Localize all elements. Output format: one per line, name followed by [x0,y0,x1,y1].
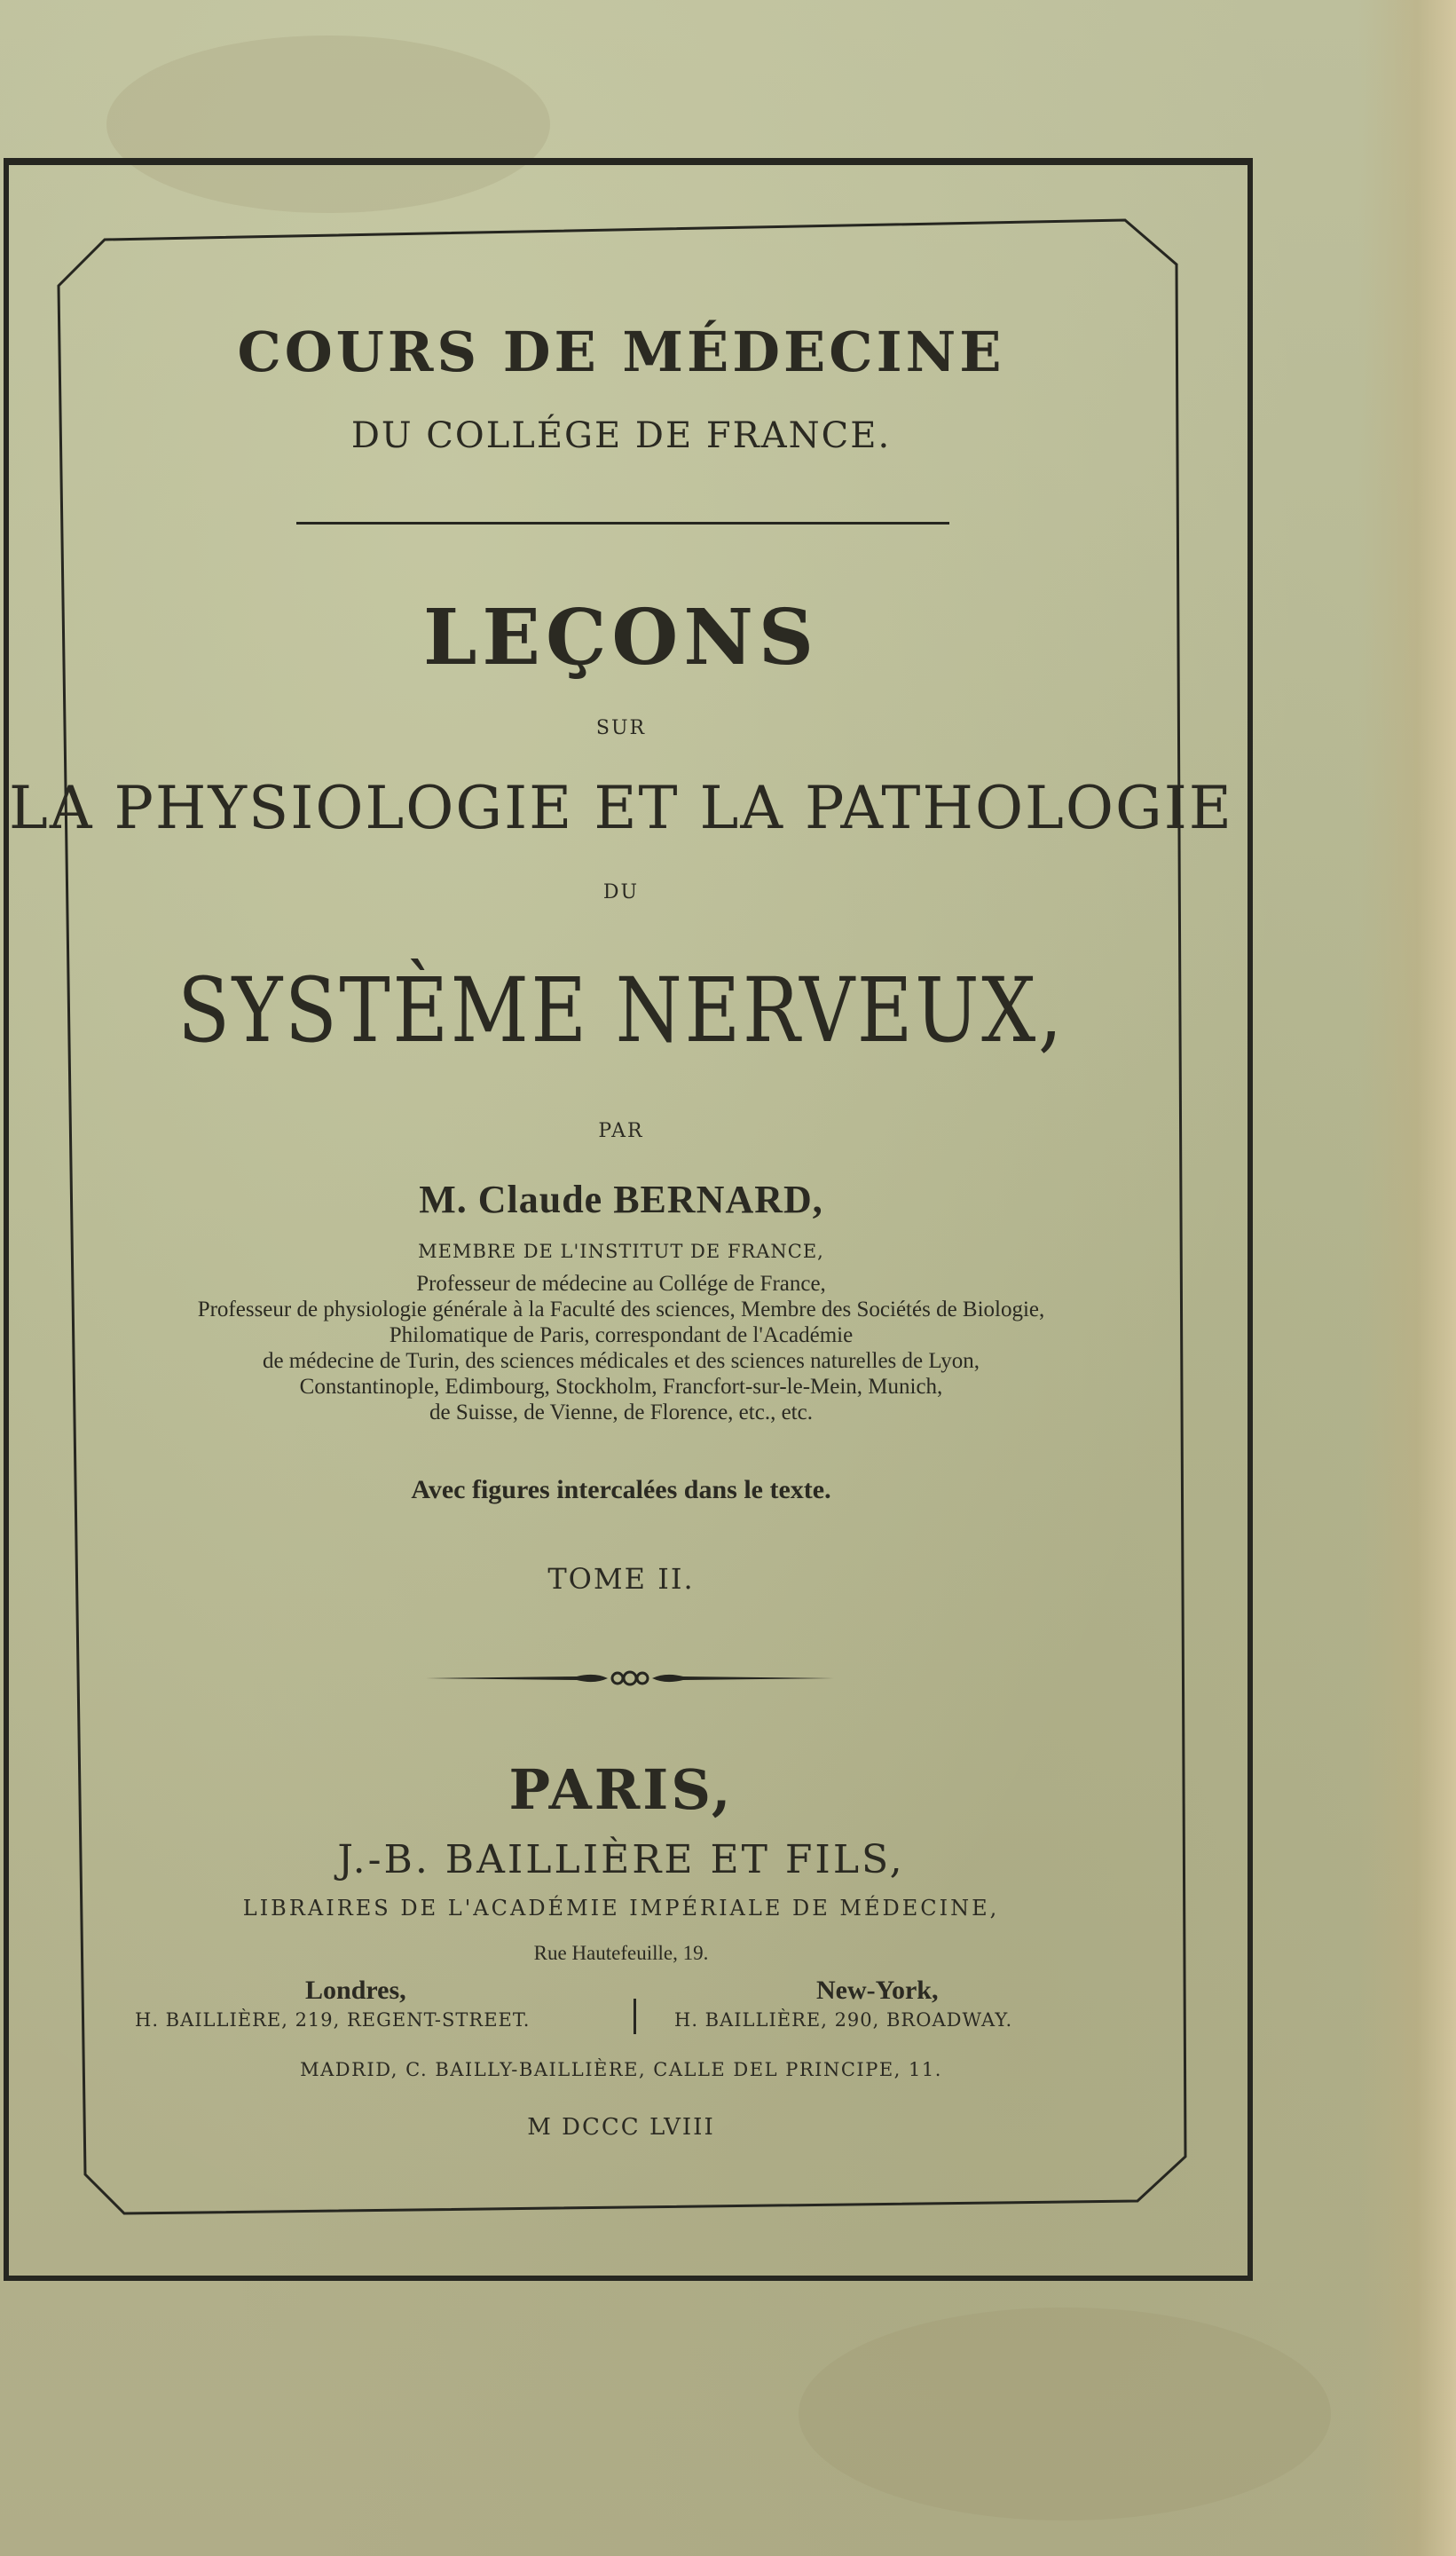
newyork-label: New-York, [816,1976,939,2005]
title-subject: LA PHYSIOLOGIE ET LA PATHOLOGIE [9,774,1233,842]
title-main: SYSTÈME NERVEUX, [177,958,1065,1062]
vertical-divider [634,1999,636,2034]
title-sur: SUR [595,717,647,739]
author-credential-line: de Suisse, de Vienne, de Florence, etc., etc. [429,1400,813,1424]
author-credential-line: Constantinople, Edimbourg, Stockholm, Francfort-sur-le-Mein, Munich, [299,1375,943,1399]
imprint-madrid: MADRID, C. BAILLY-BAILLIÈRE, CALLE DEL PRINCIPE, 11. [300,2059,942,2080]
author-credential-line: Professeur de médecine au Collége de France, [416,1272,826,1296]
london-label: Londres, [305,1976,406,2005]
imprint-libraires: LIBRAIRES DE L'ACADÉMIE IMPÉRIALE DE MÉDECINE, [242,1896,1000,1921]
author-credential-line: de médecine de Turin, des sciences médicales et des sciences naturelles de Lyon, [262,1349,980,1373]
horizontal-rule [296,522,949,525]
series-title-line2: DU COLLÉGE DE FRANCE. [350,415,892,456]
imprint-date: M DCCC LVIII [527,2114,715,2141]
imprint-city: PARIS, [508,1757,734,1822]
imprint-publisher: J.-B. BAILLIÈRE ET FILS, [337,1837,905,1882]
author-par: PAR [598,1120,644,1142]
london-agent: H. BAILLIÈRE, 219, REGENT-STREET. [135,2009,531,2031]
title-du: DU [602,881,640,903]
figures-note: Avec figures intercalées dans le texte. [411,1475,831,1504]
author-credential-line: Philomatique de Paris, correspondant de l'Académie [389,1323,854,1347]
author-credential-line: Professeur de physiologie générale à la Faculté des sciences, Membre des Sociétés de Biologie, [197,1298,1045,1321]
volume-number: TOME II. [547,1562,695,1596]
author-membership: MEMBRE DE L'INSTITUT DE FRANCE, [418,1241,824,1262]
ornamental-divider [426,1663,834,1693]
title-lecons: LEÇONS [422,593,820,682]
imprint-address: Rue Hautefeuille, 19. [533,1942,709,1964]
newyork-agent: H. BAILLIÈRE, 290, BROADWAY. [674,2009,1013,2031]
series-title-line1: COURS DE MÉDECINE [237,320,1005,384]
author-name: M. Claude BERNARD, [419,1178,823,1221]
